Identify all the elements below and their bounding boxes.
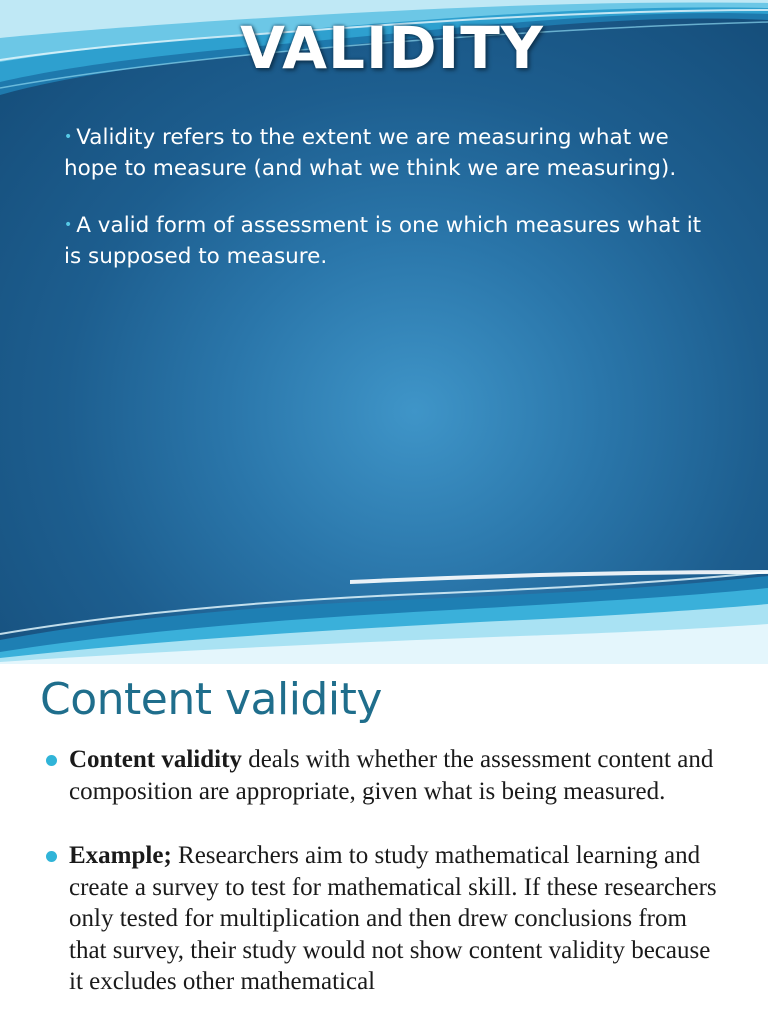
- bullet-list: [69, 744, 729, 1031]
- bullet-text: Validity refers to the extent we are measuring what we hope to measure (and what we think we are measuring).: [64, 125, 677, 181]
- bullet-dot-icon: [46, 755, 57, 766]
- bullet-list: [64, 122, 724, 298]
- bullet-text: A valid form of assessment is one which measures what it is supposed to measure.: [64, 213, 702, 269]
- bullet-text: deals with whether the assessment content and composition are appropriate, given what is being measured.: [69, 746, 714, 805]
- slide-title: Content validity: [40, 674, 382, 725]
- slide-content-validity: [0, 664, 768, 1024]
- bullet-dot-icon: •: [64, 217, 73, 233]
- bullet-dot-icon: •: [64, 129, 73, 145]
- bullet-lead: Example;: [69, 842, 172, 869]
- bullet-item: [64, 210, 724, 272]
- bullet-item: [64, 122, 724, 184]
- bullet-item: [69, 840, 729, 998]
- bottom-wave-decoration: [0, 570, 768, 664]
- bullet-dot-icon: [46, 851, 57, 862]
- slide-title: VALIDITY: [240, 14, 544, 82]
- bullet-text: Researchers aim to study mathematical learning and create a survey to test for mathematical skill. If these researchers only tested for multiplication and then drew conclusions from that survey, their study would not show content validity because it excludes other mathematical: [69, 842, 717, 995]
- bullet-lead: Content validity: [69, 746, 242, 773]
- bullet-item: [69, 744, 729, 807]
